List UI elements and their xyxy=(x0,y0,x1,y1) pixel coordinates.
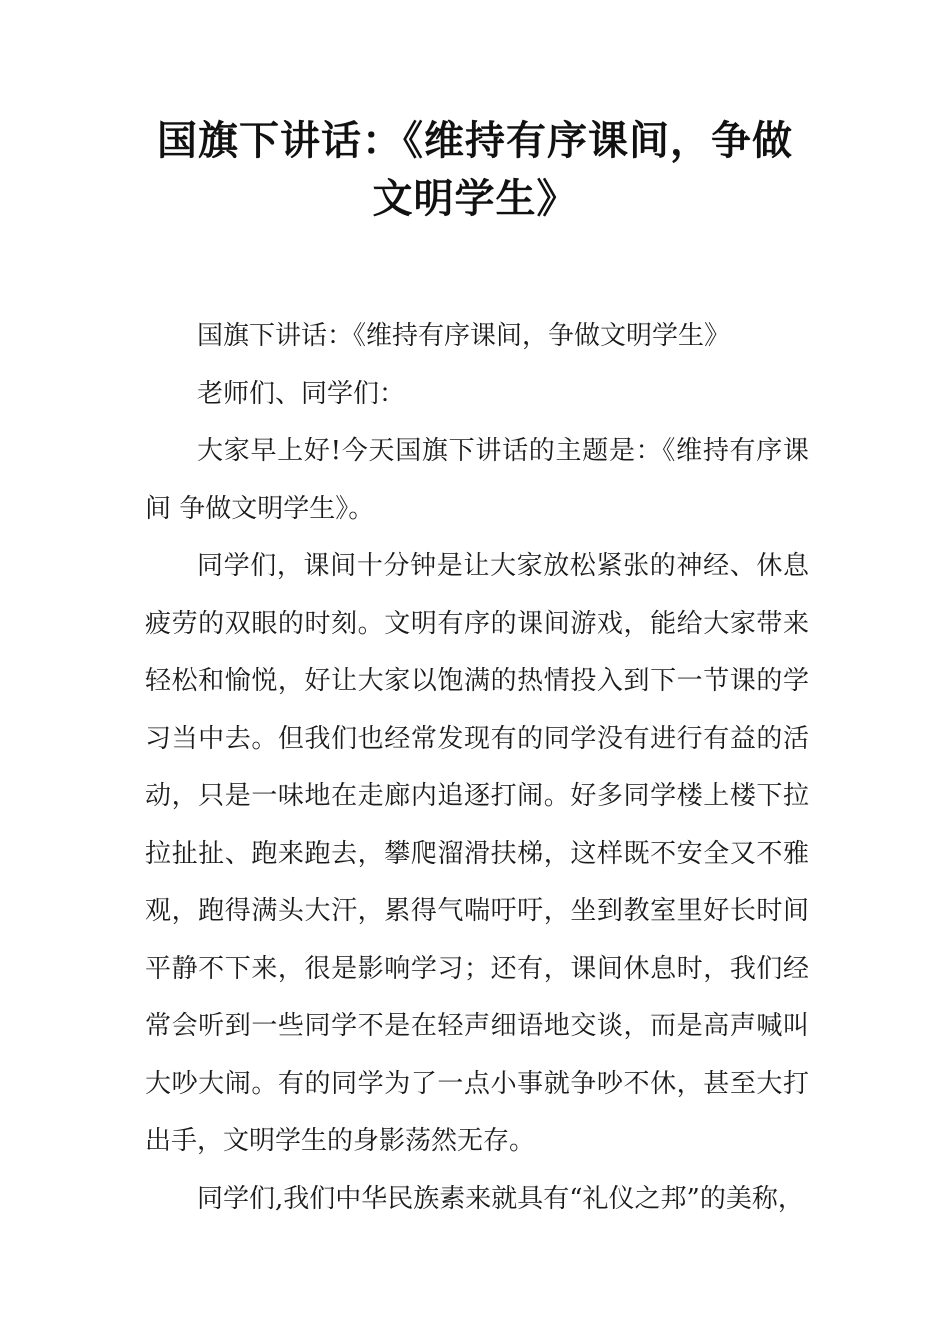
paragraph-salutation: 老师们、同学们： xyxy=(197,378,406,409)
paragraph-recess-behavior: 同学们，课间十分钟是让大家放松紧张的神经、休息疲劳的双眼的时刻。文明有序的课间游戏，能给大家带来轻松和愉悦，好让大家以饱满的热情投入到下一节课的学习当中去。但我们也经常发现有的同学没有进行有益的活动，只是一味地在走廊内追逐打闹。好多同学楼上楼下拉拉扯扯、跑来跑去，攀爬溜滑扶梯，这样既不安全又不雅观，跑得满头大汗，累得气喘吁吁，坐到教室里好长时间平静不下来，很是影响学习；还有，课间休息时，我们经常会听到一些同学不是在轻声细语地交谈，而是高声喊叫大吵大闹。有的同学为了一点小事就争吵不休，甚至大打出手，文明学生的身影荡然无存。 xyxy=(145,551,809,1156)
document-title: 国旗下讲话：《维持有序课间，争做文明学生》 xyxy=(157,118,793,222)
paragraph-etiquette: 同学们,我们中华民族素来就具有“礼仪之邦”的美称， xyxy=(197,1183,804,1214)
paragraph-greeting: 大家早上好!今天国旗下讲话的主题是：《维持有序课间 争做文明学生》。 xyxy=(145,436,809,524)
paragraph-heading-repeat: 国旗下讲话：《维持有序课间，争做文明学生》 xyxy=(197,321,731,351)
document-body xyxy=(145,308,809,1228)
